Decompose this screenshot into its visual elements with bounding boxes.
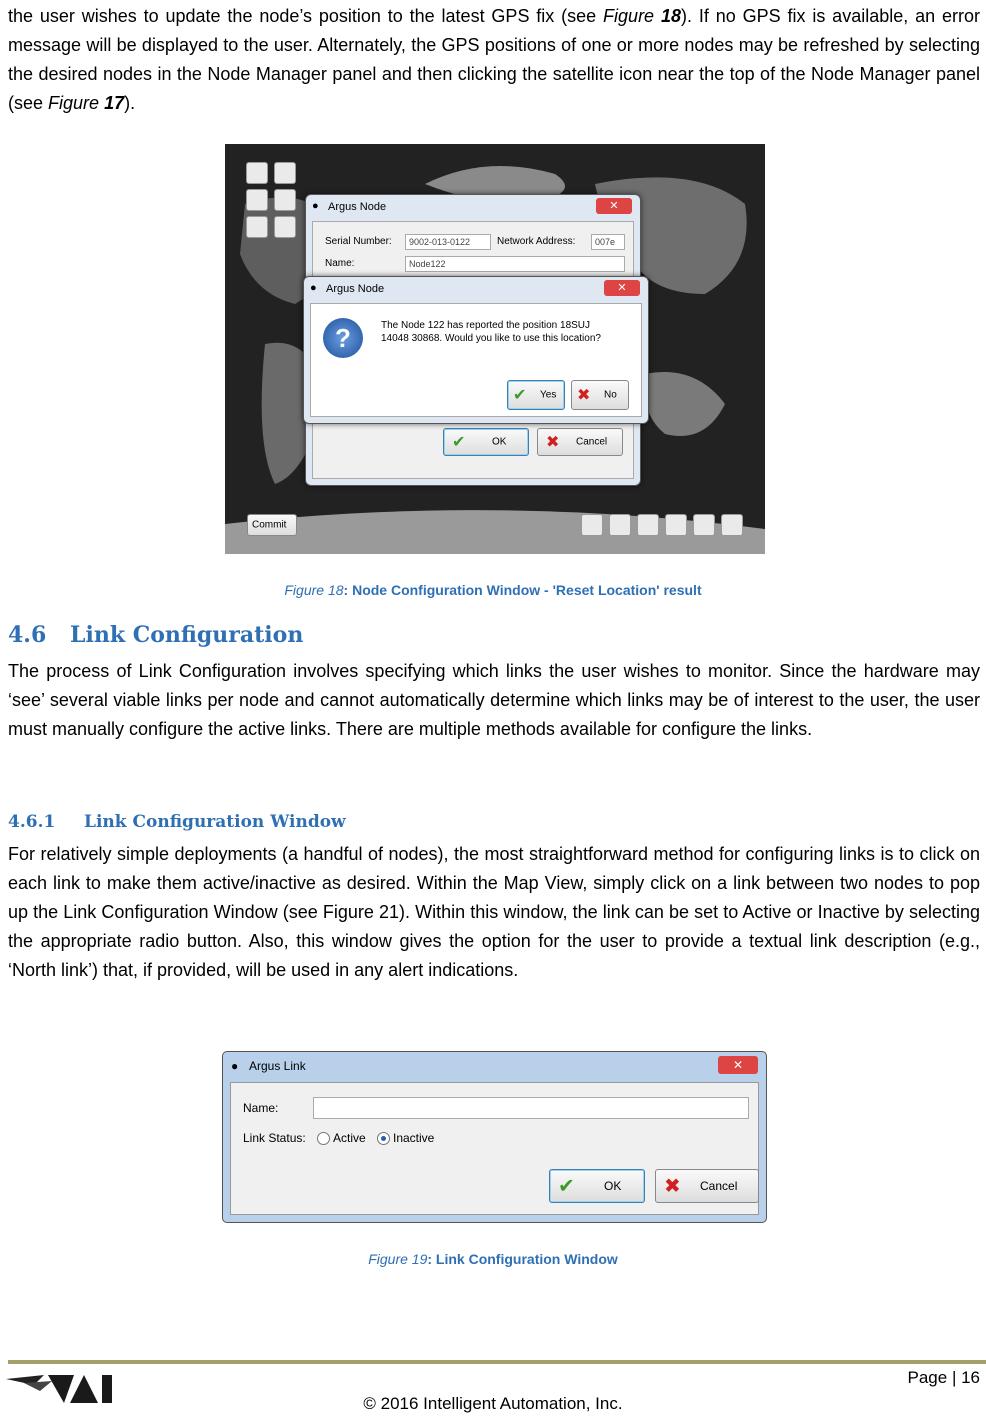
page-number: Page | 16 bbox=[907, 1368, 980, 1387]
section-4-6-1-heading: 4.6.1 Link Configuration Window bbox=[8, 812, 346, 832]
cancel-label: Cancel bbox=[700, 1179, 738, 1193]
figure-18-caption: Figure 18: Node Configuration Window - 'Reset Location' result bbox=[284, 582, 702, 598]
section-4-6-1-paragraph: For relatively simple deployments (a handful of nodes), the most straightforward method for configuring links is to click on each link to make them active/inactive as desired. Within the Map View, simply click on a link between two nodes to pop up the Link Configuration Window (see Figure 21). Within this window, the link can be set to Active or Inactive by selecting the appropriate radio button. Also, this window gives the option for the user to provide a textual link description (e.g., ‘North link’) that, if provided, will be used in any alert indications. bbox=[8, 844, 980, 980]
network-address-field[interactable]: 007e bbox=[591, 234, 625, 250]
ok-label: OK bbox=[604, 1179, 622, 1193]
check-icon: ✔ bbox=[513, 387, 527, 404]
zoom-in-icon[interactable] bbox=[665, 514, 687, 536]
zoom-out-icon[interactable] bbox=[693, 514, 715, 536]
active-label: Active bbox=[333, 1131, 366, 1145]
link-icon[interactable] bbox=[246, 162, 268, 184]
satellite-icon[interactable] bbox=[721, 514, 743, 536]
argus-app-icon: ● bbox=[231, 1059, 239, 1073]
commit-label: Commit bbox=[252, 519, 287, 531]
yes-label: Yes bbox=[540, 389, 557, 401]
intro-paragraph: the user wishes to update the node’s position to the latest GPS fix (see Figure 18). If no GPS fix is available, an error message will be displayed to the user. Alternately, the GPS positions of one or more nodes may be refreshed by selecting the desired nodes in the Node Manager panel and then clicking the satellite icon near the top of the Node Manager panel (see Figure 17). bbox=[8, 6, 980, 113]
link-name-input[interactable] bbox=[313, 1097, 749, 1119]
select-nodes-icon[interactable] bbox=[274, 216, 296, 238]
close-icon[interactable]: ✕ bbox=[604, 280, 640, 296]
serial-number-label: Serial Number: bbox=[325, 236, 392, 247]
remove-link-icon[interactable] bbox=[274, 189, 296, 211]
check-icon: ✔ bbox=[558, 1175, 575, 1198]
question-icon: ? bbox=[323, 318, 363, 358]
inactive-label: Inactive bbox=[393, 1131, 435, 1145]
figure-18-screenshot bbox=[225, 144, 765, 554]
cross-icon: ✖ bbox=[577, 387, 591, 404]
name-label: Name: bbox=[325, 258, 355, 269]
cancel-button[interactable] bbox=[537, 428, 623, 456]
ok-button[interactable] bbox=[549, 1169, 645, 1203]
name-field[interactable]: Node122 bbox=[405, 256, 625, 272]
ok-label: OK bbox=[492, 436, 507, 448]
dialog-message-line2: 14048 30868. Would you like to use this location? bbox=[381, 333, 601, 344]
copyright: © 2016 Intelligent Automation, Inc. bbox=[363, 1394, 623, 1413]
dialog-body bbox=[310, 303, 642, 417]
close-icon[interactable]: ✕ bbox=[718, 1056, 758, 1074]
inactive-radio[interactable] bbox=[377, 1132, 390, 1145]
home-icon[interactable] bbox=[637, 514, 659, 536]
ok-button[interactable] bbox=[443, 428, 529, 456]
dialog-message-line1: The Node 122 has reported the position 18SUJ bbox=[381, 320, 591, 331]
pencil-icon[interactable] bbox=[581, 514, 603, 536]
dialog-title: Argus Node bbox=[326, 283, 385, 295]
active-radio[interactable] bbox=[317, 1132, 330, 1145]
no-button[interactable] bbox=[571, 380, 629, 410]
link-name-label: Name: bbox=[243, 1101, 279, 1115]
link-status-label: Link Status: bbox=[243, 1131, 306, 1145]
node-window-title: Argus Node bbox=[328, 201, 387, 213]
check-icon: ✔ bbox=[452, 434, 466, 451]
cancel-label: Cancel bbox=[576, 436, 608, 448]
section-4-6-heading: 4.6 Link Configuration bbox=[8, 622, 304, 648]
figure-19-link-window bbox=[222, 1051, 767, 1223]
nodes-icon[interactable] bbox=[246, 216, 268, 238]
color-wheel-icon[interactable] bbox=[609, 514, 631, 536]
close-icon[interactable]: ✕ bbox=[596, 198, 632, 214]
confirm-location-dialog bbox=[303, 276, 649, 424]
unlink-icon[interactable] bbox=[274, 162, 296, 184]
no-label: No bbox=[604, 389, 617, 401]
link-window-title: Argus Link bbox=[249, 1059, 306, 1073]
cross-icon: ✖ bbox=[546, 434, 560, 451]
cancel-button[interactable] bbox=[655, 1169, 759, 1203]
cross-icon: ✖ bbox=[664, 1175, 681, 1198]
argus-app-icon: ● bbox=[310, 282, 317, 294]
section-4-6-paragraph: The process of Link Configuration involves specifying which links the user wishes to monitor. Since the hardware may ‘see’ several viable links per node and cannot automatically determine which links may be of interest to the user, the user must manually configure the active links. There are multiple methods available for configure the links. bbox=[8, 661, 980, 739]
footer-divider bbox=[8, 1360, 986, 1364]
commit-button[interactable] bbox=[247, 514, 297, 536]
argus-app-icon: ● bbox=[312, 200, 319, 212]
remove-node-icon[interactable] bbox=[246, 189, 268, 211]
network-address-label: Network Address: bbox=[497, 236, 576, 247]
yes-button[interactable] bbox=[507, 380, 565, 410]
serial-number-field[interactable]: 9002-013-0122 bbox=[405, 234, 491, 250]
figure-19-caption: Figure 19: Link Configuration Window bbox=[368, 1251, 618, 1267]
link-window-body bbox=[230, 1082, 759, 1215]
